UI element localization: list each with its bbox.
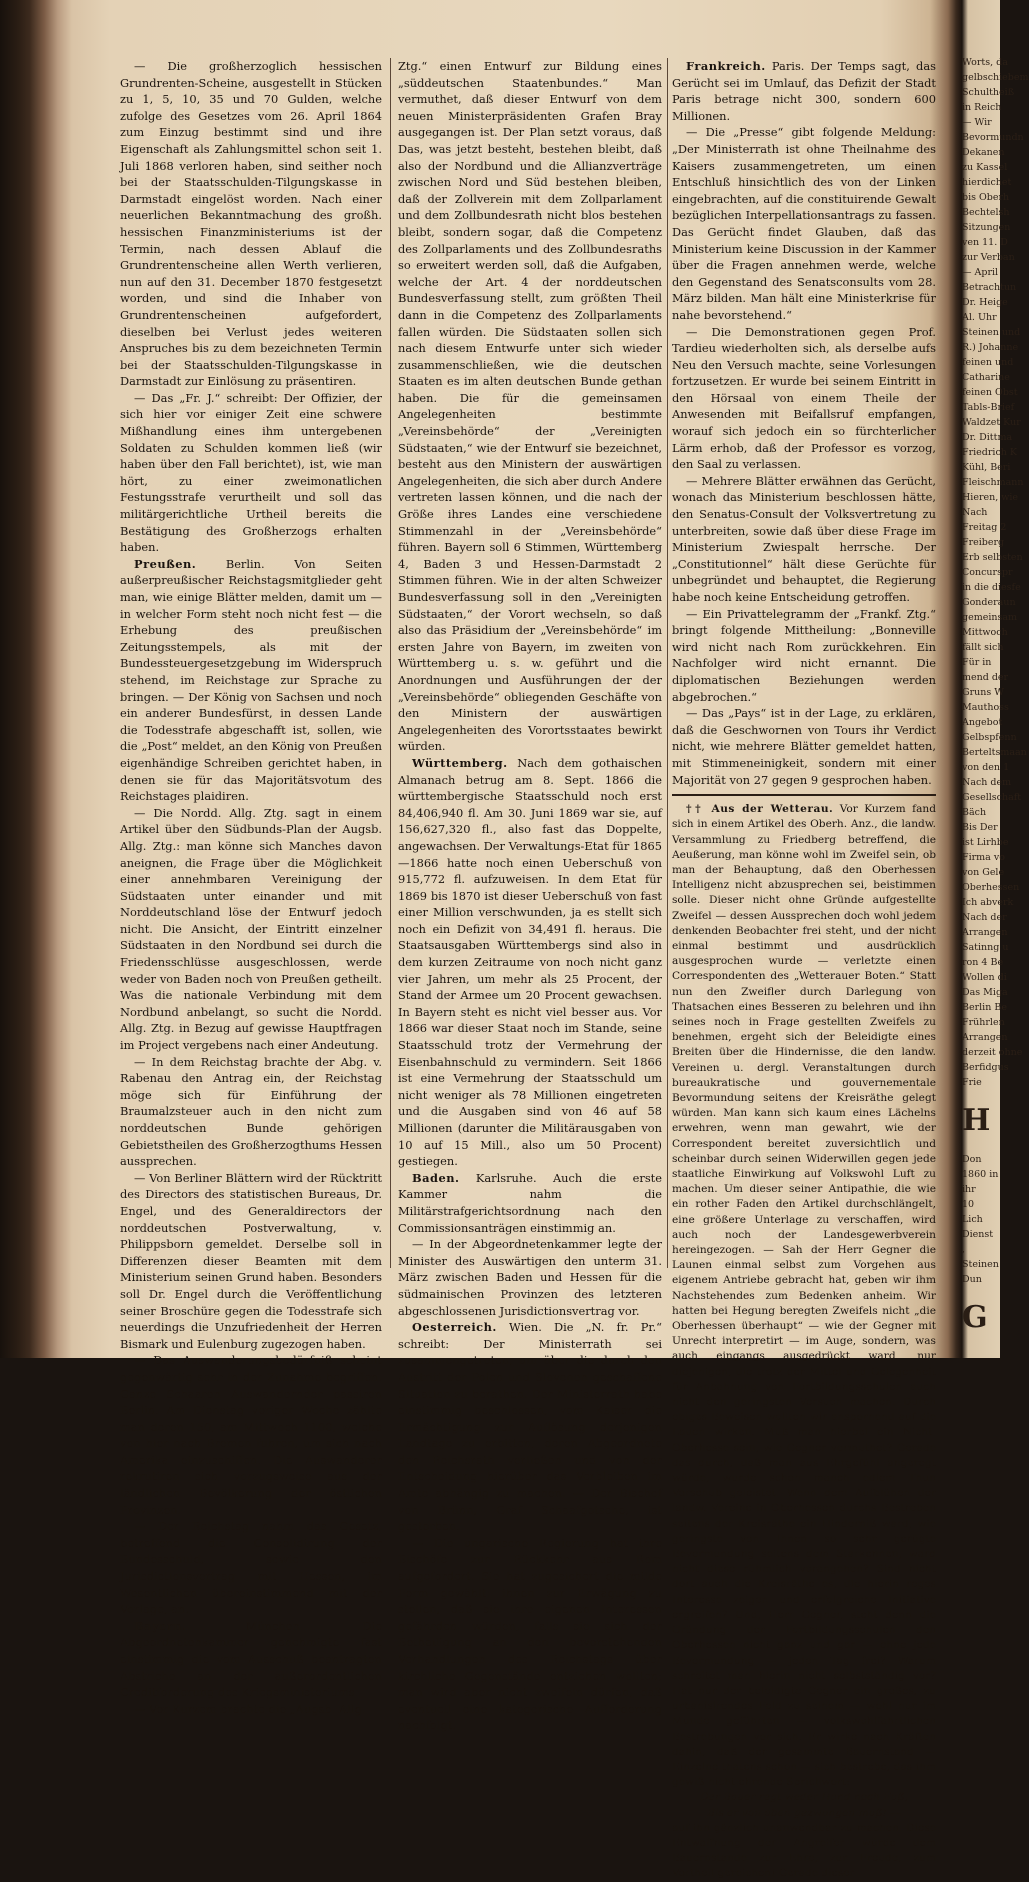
article-paragraph: — Die „Presse“ gibt folgende Meldung: „Der Ministerrath ist ohne Theilnahme des Kaisers zusammengetreten, um einen Entschluß hinsichtlich des von der Linken eingebrachten, auf die constituirende Gewalt bezüglichen Interpellationsantrags zu fassen. Das Gerücht findet Glauben, daß das Ministerium keine Discussion in der Kammer über die Fragen annehmen werde, welche den Gegenstand des Senatsconsults vom 28. März bilden. Man hält eine Ministerkrise für nahe bevorstehend.“ (672, 125, 936, 322)
column-3 (672, 58, 936, 1882)
column-2 (398, 58, 662, 1734)
margin-fragment: Don (962, 1154, 982, 1165)
verse-line: Der Bauer regt weder Hand noch Fuß, (700, 1791, 908, 1804)
section-heading: Baden. (412, 1170, 460, 1185)
margin-fragment: Dienst (962, 1229, 994, 1240)
margin-fragment: Lich (962, 1214, 983, 1225)
margin-fragment: derzeit ohne (962, 1047, 1023, 1058)
margin-fragment: ron 4 Be (962, 957, 1004, 968)
margin-fragment: Friedrich K (962, 447, 1018, 458)
article-paragraph (398, 755, 662, 1170)
column-rule (390, 58, 391, 1268)
margin-fragment: , (962, 1244, 966, 1255)
margin-fragment: ven 11. D (962, 237, 1008, 248)
paragraph-text: Karlsruhe. Auch die erste Kammer nahm die Militärstrafgerichtsordnung nach den Commissionsanträgen einstimmig an. (398, 1170, 662, 1235)
article-paragraph: Ztg.“ einen Entwurf zur Bildung eines „süddeutschen Staatenbundes.“ Man vermuthet, daß dieser Entwurf von dem neuen Ministerpräsidenten Grafen Bray ausgegangen ist. Der Plan setzt voraus, daß Das, was jetzt besteht, bestehen bleibt, daß also der Nordbund und die Allianzverträge zwischen Nord und Süd bestehen bleiben, daß der Zollverein mit dem Zollparlament und dem Zollbundesrath nicht blos bestehen bleibt, sondern sogar, daß die Competenz des Zollparlaments und des Zollbundesraths so erweitert werden soll, daß die Aufgaben, welche der Art. 4 der norddeutschen Bundesverfassung stellt, zum größten Theil dann in die Competenz des Zollparlaments fallen würden. Die Südstaaten sollen sich nach diesem Entwurfe unter sich wieder zusammenschließen, wie die deutschen Staaten es im alten deutschen Bunde gethan haben. Die für die gemeinsamen Angelegenheiten bestimmte „Vereinsbehörde“ der „Vereinigten Südstaaten,“ wie der Entwurf sie bezeichnet, besteht aus den Ministern der auswärtigen Angelegenheiten, die sich aber durch Andere vertreten lassen können, und die nach der Größe ihres Landes eine verschiedene Stimmenzahl in der „Vereinsbehörde“ führen. Bayern soll 6 Stimmen, Württemberg 4, Baden 3 und Hessen-Darmstadt 2 Stimmen führen. Wie in der alten Schweizer Bundesverfassung soll in den „Vereinigten Südstaaten,“ der Vorort wechseln, so daß also das Präsidium der „Vereinsbehörde“ im ersten Jahre von Bayern, im zweiten von Württemberg u. s. w. geführt und die Anordnungen und Ausführungen der der „Vereinsbehörde“ obliegenden Geschäfte von den Ministern der auswärtigen Angelegenheiten des Vorortsstaates bewirkt würden. (398, 59, 662, 754)
margin-fragment: Oberhessen (962, 882, 1020, 893)
article-paragraph (398, 1319, 662, 1535)
section-heading: Oesterreich. (412, 1320, 497, 1335)
margin-fragment: zu Kassel (962, 162, 1008, 173)
article-paragraph (672, 802, 936, 1790)
section-heading: Bayern. (134, 1618, 187, 1633)
article-paragraph: — Die Nordd. Allg. Ztg. sagt in einem Artikel über den Südbunds-Plan der Augsb. Allg. Ztg.: man könne sich Manches davon aneignen, die Frage über die Möglichkeit einer annehmbaren Vereinigung der Südstaaten unter einander und mit Norddeutschland löse der Entwurf jedoch nicht. Die Ansicht, der Eintritt einzelner Südstaaten in den Nordbund sei durch die Friedensschlüsse ausgeschlossen, werde weder von Baden noch von Preußen getheilt. Was die nationale Verbindung mit dem Nordbund anbelangt, so sucht die Nordd. Allg. Ztg. in Bezug auf gewisse Hauptfragen im Project vergebens nach einer Andeutung. (120, 805, 382, 1053)
margin-fragment: — April (962, 267, 999, 278)
margin-fragment: zur Verban (962, 252, 1015, 263)
margin-fragment: Freiberg (962, 537, 1005, 548)
margin-fragment: Berlin Be (962, 1002, 1007, 1013)
margin-fragment: Arrangen (962, 927, 1008, 938)
margin-fragment: Nach der (962, 912, 1007, 923)
margin-fragment: Gonderaun (962, 597, 1016, 608)
margin-fragment: Steinen und (962, 327, 1021, 338)
column-rule (667, 58, 668, 1268)
article-paragraph (398, 1170, 662, 1236)
article-paragraph: — Die großherzoglich hessischen Grundrenten-Scheine, ausgestellt in Stücken zu 1, 5, 10, 35 und 70 Gulden, welche zufolge des Gesetzes vom 26. April 1864 zum Einzug bestimmt sind und ihre Eigenschaft als Zahlungsmittel schon seit 1. Juli 1868 verloren haben, sind seither noch bei der Staatsschulden-Tilgungskasse in Darmstadt eingelöst worden. Nach einer neuerlichen Bekanntmachung des großh. hessischen Finanzministeriums ist der Termin, nach dessen Ablauf die Grundrentenscheine allen Werth verlieren, nun auf den 31. December 1870 festgesetzt worden, und sind die Inhaber von Grundrentenscheinen aufgefordert, dieselben bei Verlust jedes weiteren Anspruches bis zu dem bezeichneten Termin bei der Staatsschulden-Tilgungskasse in Darmstadt zur Einlösung zu präsentiren. (120, 59, 382, 389)
margin-fragment: von Gele (962, 867, 1005, 878)
paragraph-text: Vor Kurzem fand sich in einem Artikel des Oberh. Anz., die landw. Versammlung zu Friedberg betreffend, die Aeußerung, man könne wohl im Zweifel sein, ob man der Behauptung, daß den Oberhessen Intelligenz nicht abzusprechen sei, beistimmen solle. Dieser nicht ohne Gründe aufgestellte Zweifel — dessen Aussprechen doch wohl jedem denkenden Beobachter frei steht, und der nicht einmal bestimmt und ausdrücklich ausgesprochen wurde — verletzte einen Correspondenten des „Wetterauer Boten.“ Statt nun den Zweifler durch Darlegung von Thatsachen eines Besseren zu belehren und ihn seines noch in Frage gestellten Zweifels zu benehmen, ergeht sich der Beleidigte eines Breiten über die Hindernisse, die den landw. Vereinen u. dergl. Veranstaltungen durch bureaukratische und gouvernementale Bevormundung seitens der Kreisräthe gelegt würden. Man kann sich kaum eines Lächelns erwehren, wenn man gewahrt, wie der Correspondent bereitet zuversichtlich und scheinbar durch seinen Widerwillen gegen jede staatliche Einwirkung auf Volkswohl Luft zu machen. Um dieser seiner Antipathie, die wie ein rother Faden den Artikel durchschlängelt, eine größere Unterlage zu verschaffen, wird auch noch der Landesgewerbverein hereingezogen. — Sah der Herr Gegner die Launen einmal selbst zum Vorgehen aus eigenem Antriebe gebracht hat, geben wir ihm Nachstehendes zum Bedenken anheim. Wir hatten bei Hegung beregten Zweifels nicht „die Oberhessen überhaupt“ — wie der Gegner mit Unrecht interpretirt — im Auge, sondern, was auch eingangs ausgedrückt ward, nur diejenigen, die trotz der Mittel und Gelegenheit für Anbahnung von Fortbildungsschulen auch nicht den geringsten Versuch machen. Durch obiges Beweisen wollten wir anspornend auf die Lauen wirken. Muß man hierbei ein Nicht-Oberhesse sein, wie Gegner vermuthet? Gerade das durch, daß man aus Ehrgefühl angeregt würde, wurde schon manch edlem Thun Vorschub geleistet. Wenn dem Aufblühen der landw. Vereine in Oberhessen durchs Bestreben seitens der Kreisräthe ein Hinderniß ward, wie geringste von Ihnen so sehr gerügte Bevormundung seitens dem Starkennen, ward nicht diese rühmlich vorangehen? Sind nicht dort auch die Kreisräthe es, die hierin reges Interesse zeigen und erfolgreiche Initiative ergreifen? Und, Herr Gegner, steht denn die Gründung der Fortbildungsschulen den Oberhessen nicht ganz und gar — ohne jede Bevormundung — jeden Tag frei? Warum schreitet man hierin nicht selbstständig vor? Hat nur der beleidigte Gegner ein großes, zu urbanisirendes Feld zu seinem — wohl nur im Munde geführten — volkswohlfahrtlichen Bestrebungen vor sich. Er wirke nach Kräften dahin, daß der gesammte Bauernstand — Einzelne thatens schon — sich bestrebe, das ihm gewiß nicht ehrende Sprichwort: (672, 803, 936, 1789)
margin-fragment: Wollen di (962, 972, 1007, 983)
paragraph-text: Berlin. Von Seiten außerpreußischer Reichstagsmitglieder geht man, wie einige Blätter melden, damit um — in welcher Form steht noch nicht fest — die Erhebung des preußischen Zeitungsstempels, als mit der Bundessteuergesetzgebung im Widerspruch stehend, im Reichstage zur Sprache zu bringen. — Der König von Sachsen und noch ein anderer Bundesfürst, in dessen Lande die Todesstrafe abgeschafft ist, sollen, wie die „Post“ meldet, an den König von Preußen eigenhändige Schreiben gerichtet haben, in denen sie für das Majoritätsvotum des Reichstages plaidiren. (120, 556, 382, 804)
newspaper-page (120, 58, 940, 1880)
article-paragraph: — Ein Privattelegramm der „Frankf. Ztg.“ bringt folgende Mittheilung: „Bonneville wird nicht nach Rom zurückkehren. Ein Nachfolger wird nicht ernannt. Die diplomatischen Beziehungen werden abgebrochen.“ (672, 606, 936, 704)
margin-fragment: Concurspr (962, 567, 1013, 578)
margin-fragment: Frührlen (962, 1017, 1005, 1028)
margin-fragment: Das Miga (962, 987, 1008, 998)
margin-fragment: Gelbspfenn (962, 732, 1017, 743)
margin-fragment: Für in (962, 657, 992, 668)
margin-fragment: Erb selbsten (962, 552, 1023, 563)
margin-fragment: Kühl, Beri (962, 462, 1011, 473)
margin-fragment: feinen und (962, 357, 1014, 368)
paragraph-text: München. Die Abgeordnetenkammer genehmigte fast einstimmig die vom Ausschuß beantragten Abstriche an der außerordentlichen Creditforderung des Kriegsministeriums. (120, 1618, 382, 1700)
margin-fragment: in die diesfe (962, 582, 1021, 593)
margin-fragment: gelbschiebem (962, 72, 1029, 83)
paragraph-text: Nach dem gothaischen Almanach betrug am 8. Sept. 1866 die württembergische Staatsschuld noch erst 84,406,940 fl. Am 30. Juni 1869 war sie, auf 156,627,320 fl., also fast das Doppelte, angewachsen. Der Verwaltungs-Etat für 1865—1866 hatte noch einen Ueberschuß von 915,772 fl. aufzuweisen. In dem Etat für 1869 bis 1870 ist dieser Ueberschuß von fast einer Million verschwunden, ja es stellt sich noch ein Defizit von 34,491 fl. heraus. Die Staatsausgaben Württembergs sind also in dem kurzen Zeitraume von noch nicht ganz vier Jahren, um mehr als 25 Procent, der Stand der Armee um 20 Procent gewachsen. In Bayern steht es nicht viel besser aus. Vor 1866 war dieser Staat noch im Stande, seine Staatsschuld trotz der Vermehrung der Eisenbahnschuld zu vermindern. Seit 1866 ist eine Vermehrung der Staatsschuld um nicht weniger als 78 Millionen eingetreten und die Ausgaben sind von 46 auf 58 Millionen (darunter die Militärausgaben von 10 auf 15 Mill., also um 50 Procent) gestiegen. (398, 755, 662, 1169)
margin-fragment: Waldzet Kur (962, 417, 1021, 428)
article-paragraph: auf ihn gänzlich unanwendbar zu machen. Diese Entwaffnung der Angreifer würde dem Bauernstande zur Ehre, zur Freude, zum Vortheil gereichen! Gerade dieser (672, 1821, 936, 1880)
margin-fragment: 1860 in (962, 1169, 999, 1180)
margin-fragment: — Wir (962, 117, 992, 128)
margin-fragment: G (962, 1300, 988, 1335)
margin-fragment: Arrangen (962, 1032, 1008, 1043)
margin-fragment: Dekanen (962, 147, 1005, 158)
margin-fragment: Steinen (962, 1259, 999, 1270)
margin-fragment: H (962, 1103, 991, 1138)
margin-fragment: Berteltsmaan (962, 747, 1027, 758)
margin-fragment: in Reich (962, 102, 1002, 113)
article-paragraph: — Die ungarische Regierung hat ihre Bischöfe zur Rückkehr aus Rom aufgefordert. Sie hat zugesichert die milde Form gewählt: ihnen zur Erwägung zu stellen, daß sie ihre eigenen Interessen gefährden würden, falls sie sich der Betheiligung an den bevorstehenden Verhandlungen des Reichstags über kirchliche Gegenstände entziehen wollten; man wird aber nicht zweifeln dürfen, daß eventuell eine kategorische Aufforderung nachfolgt. (398, 1535, 662, 1733)
margin-fragment: Bechtelsh (962, 207, 1010, 218)
article-paragraph (120, 556, 382, 805)
article-paragraph: — Von Berliner Blättern wird der Rücktritt des Directors des statistischen Bureaus, Dr. Engel, und des Generaldirectors der norddeutschen Postverwaltung, v. Philippsborn gemeldet. Derselbe soll in Differenzen dieser Beamten mit dem Ministerium seinen Grund haben. Besonders soll Dr. Engel durch die Veröffentlichung seiner Broschüre gegen die Todesstrafe sich neuerdings die Unzufriedenheit der Herren Bismark und Eulenburg zugezogen haben. (120, 1170, 382, 1351)
article-paragraph: — Der Reichstag nahm das Gesetz, betreffend die Consolidirung der Bundesschuld, sowie den Jurisdictionsvertrag mit Hessen, im Wesentlichen übereinstimmend mit der Vorlage, an. (120, 1519, 382, 1617)
margin-fragment: 10 (962, 1199, 975, 1210)
article-paragraph: — In der Abgeordnetenkammer legte der Minister des Auswärtigen den unterm 31. März zwischen Baden und Hessen für die südmainischen Provinzen des letzteren abgeschlossenen Jurisdictionsvertrag vor. (398, 1237, 662, 1318)
margin-fragment: Gruns W (962, 687, 1005, 698)
margin-fragment: ist Lirhbe (962, 837, 1009, 848)
paragraph-text: Paris. Der Temps sagt, das Gerücht sei im Umlauf, das Defizit der Stadt Paris betrage nicht 300, sondern 600 Millionen. (672, 59, 936, 123)
margin-fragment: Mittwoch (962, 627, 1008, 638)
margin-fragment: Angebot (962, 717, 1003, 728)
margin-fragment: hierdichet (962, 177, 1012, 188)
margin-fragment: Hieren, wie (962, 492, 1019, 503)
margin-fragment: gemeinsam (962, 612, 1018, 623)
margin-fragment: feinen Obst (962, 387, 1018, 398)
article-paragraph (672, 58, 936, 124)
margin-fragment: Bis Der (962, 822, 998, 833)
section-heading: †† Aus der Wetterau. (686, 803, 834, 816)
article-paragraph: — Die Demonstrationen gegen Prof. Tardieu wiederholten sich, als derselbe aufs Neu den Versuch machte, seine Vorlesungen fortzusetzen. Er wurde bei seinem Eintritt in den Hörsaal von einem Theile der Anwesenden mit Beifallsruf empfangen, worauf sich jedoch ein so fürchterlicher Lärm erhob, daß der Professor es vorzog, den Saal zu verlassen. (672, 324, 936, 472)
margin-fragment: Satinng u (962, 942, 1009, 953)
margin-fragment: mend der (962, 672, 1009, 683)
article-paragraph: — Vor Kurzem brachte die „Augsb. Allg. (134, 1701, 366, 1716)
article-paragraph (120, 1618, 382, 1701)
margin-fragment: von den 1 (962, 762, 1010, 773)
margin-fragment: Sitzungen (962, 222, 1011, 233)
margin-fragment: Schultheiß (962, 87, 1015, 98)
margin-fragment: ihr (962, 1184, 976, 1195)
paragraph-text: Wien. Die „N. fr. Pr.“ schreibt: Der Ministerrath sei zusammengetreten, um über die durch den Austritt der Polen und Slovenen geschaffene Situation zu berathen. Der Ministerrath habe einstimmig beschlossen, vom Kaiser die Ermächtigung zur Auflösung derjenigen Landtage zu erbitten, deren Abgeordnete den Reichsrath verließen und von der Entscheidung hierüber das Verbleiben im Amte abhängig zu machen. — Der Bischof von Brünn, Graf Schaafgotsche, ist gestorben. (398, 1320, 662, 1534)
margin-fragment: Bäch (962, 807, 987, 818)
margin-fragment: Nach dem (962, 777, 1012, 788)
margin-fragment: Al. Uhr (962, 312, 997, 323)
margin-fragment: Dun (962, 1274, 982, 1285)
section-heading: Preußen. (134, 556, 197, 571)
margin-fragment: fällt sich (962, 642, 1004, 653)
margin-fragment: Nach (962, 507, 988, 518)
margin-fragment: Worts, da (962, 57, 1008, 68)
section-separator (672, 794, 936, 796)
article-paragraph: — Das Auswanderungsbedürfniß scheint gegenwärtig sehr in der Zunahme begriffen. Ganze Schaaren Auswandernder passiren Berlin. Am Dienstag voriger Woche zählte man deren 150, am Mittwoch 1100, welche von hier nach Bremen fuhren, um sich nach Amerika einzuschiffen. Die Auswanderer rekrutiren sich vorzugsweise aus der ländlichen Bevölkerung der östlichen Provinzen. (120, 1353, 382, 1517)
margin-fragment: Ich abverk (962, 897, 1014, 908)
column-1 (120, 58, 382, 1717)
article-paragraph: — Das „Fr. J.“ schreibt: Der Offizier, der sich hier vor einiger Zeit eine schwere Mißhandlung eines ihm untergebenen Soldaten zu Schulden kommen ließ (wir haben über den Fall berichtet), ist, wie man hört, zu einer zweimonatlichen Festungsstrafe verurtheilt und soll das militärgerichtliche Urtheil bereits die Bestätigung des Großherzogs erhalten haben. (120, 390, 382, 555)
section-heading: Württemberg. (412, 755, 508, 770)
section-heading: Frankreich. (686, 59, 766, 73)
margin-fragment: Tabls-Brief (962, 402, 1015, 413)
verse-line: Bis er von oben gezwungen muß! — (707, 1806, 901, 1819)
margin-fragment: Freitag 2 (962, 522, 1007, 533)
margin-fragment: Firma vo (962, 852, 1005, 863)
margin-fragment: Gesellschaft (962, 792, 1022, 803)
margin-fragment: Berfidgus (962, 1062, 1009, 1073)
article-paragraph: — Mehrere Blätter erwähnen das Gerücht, wonach das Ministerium beschlossen hätte, den Senatus-Consult der Volksvertretung zu unterbreiten, sowie daß über diese Frage im Ministerium Zwiespalt herrsche. Der „Constitutionnel“ hält diese Gerüchte für unbegründet und behauptet, die Regierung habe noch keine Entscheidung getroffen. (672, 473, 936, 604)
margin-fragment: R.) Johanne (962, 342, 1019, 353)
margin-fragment: Catharine (962, 372, 1010, 383)
margin-fragment: Dr. Dittma (962, 432, 1013, 443)
margin-fragment: Fleischmann (962, 477, 1024, 488)
article-paragraph: — Das „Pays“ ist in der Lage, zu erklären, daß die Geschwornen von Tours ihr Verdict nicht, wie mehrere Blätter gemeldet hatten, mit Stimmeneinigkeit, sondern mit einer Majorität von 27 gegen 9 gesprochen haben. (672, 706, 936, 787)
margin-fragment: Bevormundn (962, 132, 1024, 143)
article-paragraph: — In dem Reichstag brachte der Abg. v. Rabenau den Antrag ein, der Reichstag möge sich für Einführung der Braumalzsteuer auch in den nicht zum norddeutschen Bunde gehörigen Gebietstheilen des Großherzogthums Hessen aussprechen. (120, 1054, 382, 1169)
margin-fragment: Frie (962, 1077, 982, 1088)
margin-fragment: Betrachtun (962, 282, 1017, 293)
margin-fragment: bis Oberh (962, 192, 1010, 203)
margin-fragment: Dr. Heige (962, 297, 1008, 308)
margin-fragment: Mauthoss (962, 702, 1009, 713)
facing-page-margin-text (962, 55, 1029, 1335)
